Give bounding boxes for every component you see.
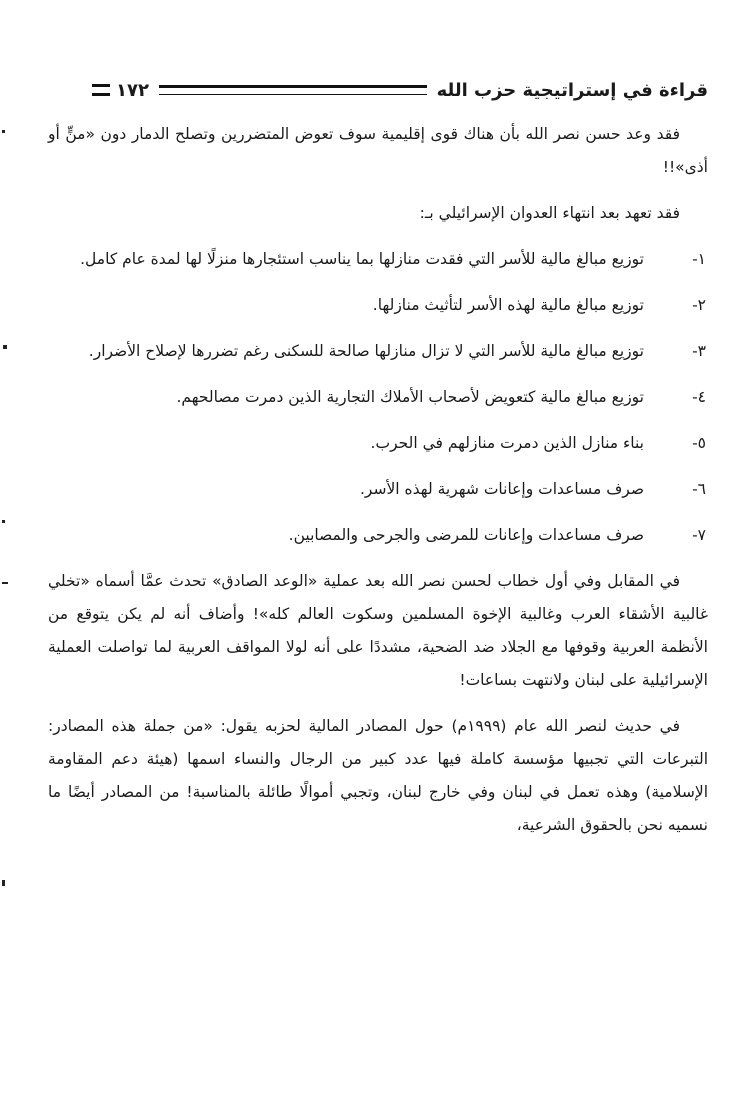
scan-speck (2, 520, 5, 523)
running-header (92, 74, 708, 106)
list-item (48, 289, 708, 322)
list-item (48, 243, 708, 276)
list-item-text: توزيع مبالغ مالية كتعويض لأصحاب الأملاك التجارية الذين دمرت مصالحهم. (176, 388, 644, 406)
list-item (48, 335, 708, 368)
list-item-number: ٢- (692, 296, 706, 314)
scan-speck (2, 880, 5, 886)
page-number: ١٧٢ (116, 79, 149, 101)
header-rule (159, 85, 427, 95)
list-item-number: ٣- (692, 342, 706, 360)
list-item-text: توزيع مبالغ مالية للأسر التي لا تزال منازلها صالحة للسكنى رغم تضررها لإصلاح الأضرار. (88, 342, 644, 360)
list-item-text: صرف مساعدات وإعانات للمرضى والجرحى والمصابين. (288, 526, 644, 544)
list-item-number: ٦- (692, 480, 706, 498)
list-item-text: توزيع مبالغ مالية للأسر التي فقدت منازلها بما يناسب استئجارها منزلًا لها لمدة عام كامل. (80, 250, 644, 268)
list-item-text: بناء منازل الذين دمرت منازلهم في الحرب. (370, 434, 644, 452)
list-item-number: ٧- (692, 526, 706, 544)
paragraph-3: في المقابل وفي أول خطاب لحسن نصر الله بعد عملية «الوعد الصادق» تحدث عمَّا أسماه «تخلي غالبية الأشقاء العرب وغالبية الإخوة المسلمين وسكوت العالم كله»! وأضاف أنه لم يكن يتوقع من الأنظمة العربية وقوفها مع الجلاد ضد الضحية، مشددًا على أنه لولا المواقف العربية لما تواصلت العملية الإسرائيلية على لبنان ولانتهت بساعات! (48, 572, 708, 689)
scan-speck (3, 345, 7, 349)
list-item (48, 473, 708, 506)
paragraph-2: فقد تعهد بعد انتهاء العدوان الإسرائيلي بـ: (419, 204, 680, 222)
paragraph-1: فقد وعد حسن نصر الله بأن هناك قوى إقليمية سوف تعوض المتضررين وتصلح الدمار دون «منٍّ أو أذى»!! (48, 125, 708, 176)
paragraph-4: في حديث لنصر الله عام (١٩٩٩م) حول المصادر المالية لحزبه يقول: «من جملة هذه المصادر: التبرعات التي تجبيها مؤسسة كاملة فيها عدد كبير من الرجال والنساء اسمها (هيئة دعم المقاومة الإسلامية) وهذه تعمل في لبنان وفي خارج لبنان، وتجبي أموالًا طائلة بالمناسبة! من المصادر أيضًا ما نسميه نحن بالحقوق الشرعية، (48, 717, 708, 834)
list-item-text: صرف مساعدات وإعانات شهرية لهذه الأسر. (360, 480, 644, 498)
list-item-number: ٥- (692, 434, 706, 452)
list-item-number: ١- (692, 250, 706, 268)
list-item (48, 519, 708, 552)
body-text (48, 118, 708, 855)
list-item-number: ٤- (692, 388, 706, 406)
scan-speck (2, 130, 5, 133)
list-item-text: توزيع مبالغ مالية لهذه الأسر لتأثيث منازلها. (372, 296, 644, 314)
header-double-dash (92, 84, 110, 96)
list-item (48, 381, 708, 414)
header-title: قراءة في إستراتيجية حزب الله (436, 79, 708, 101)
list-item (48, 427, 708, 460)
scan-speck (2, 582, 8, 584)
